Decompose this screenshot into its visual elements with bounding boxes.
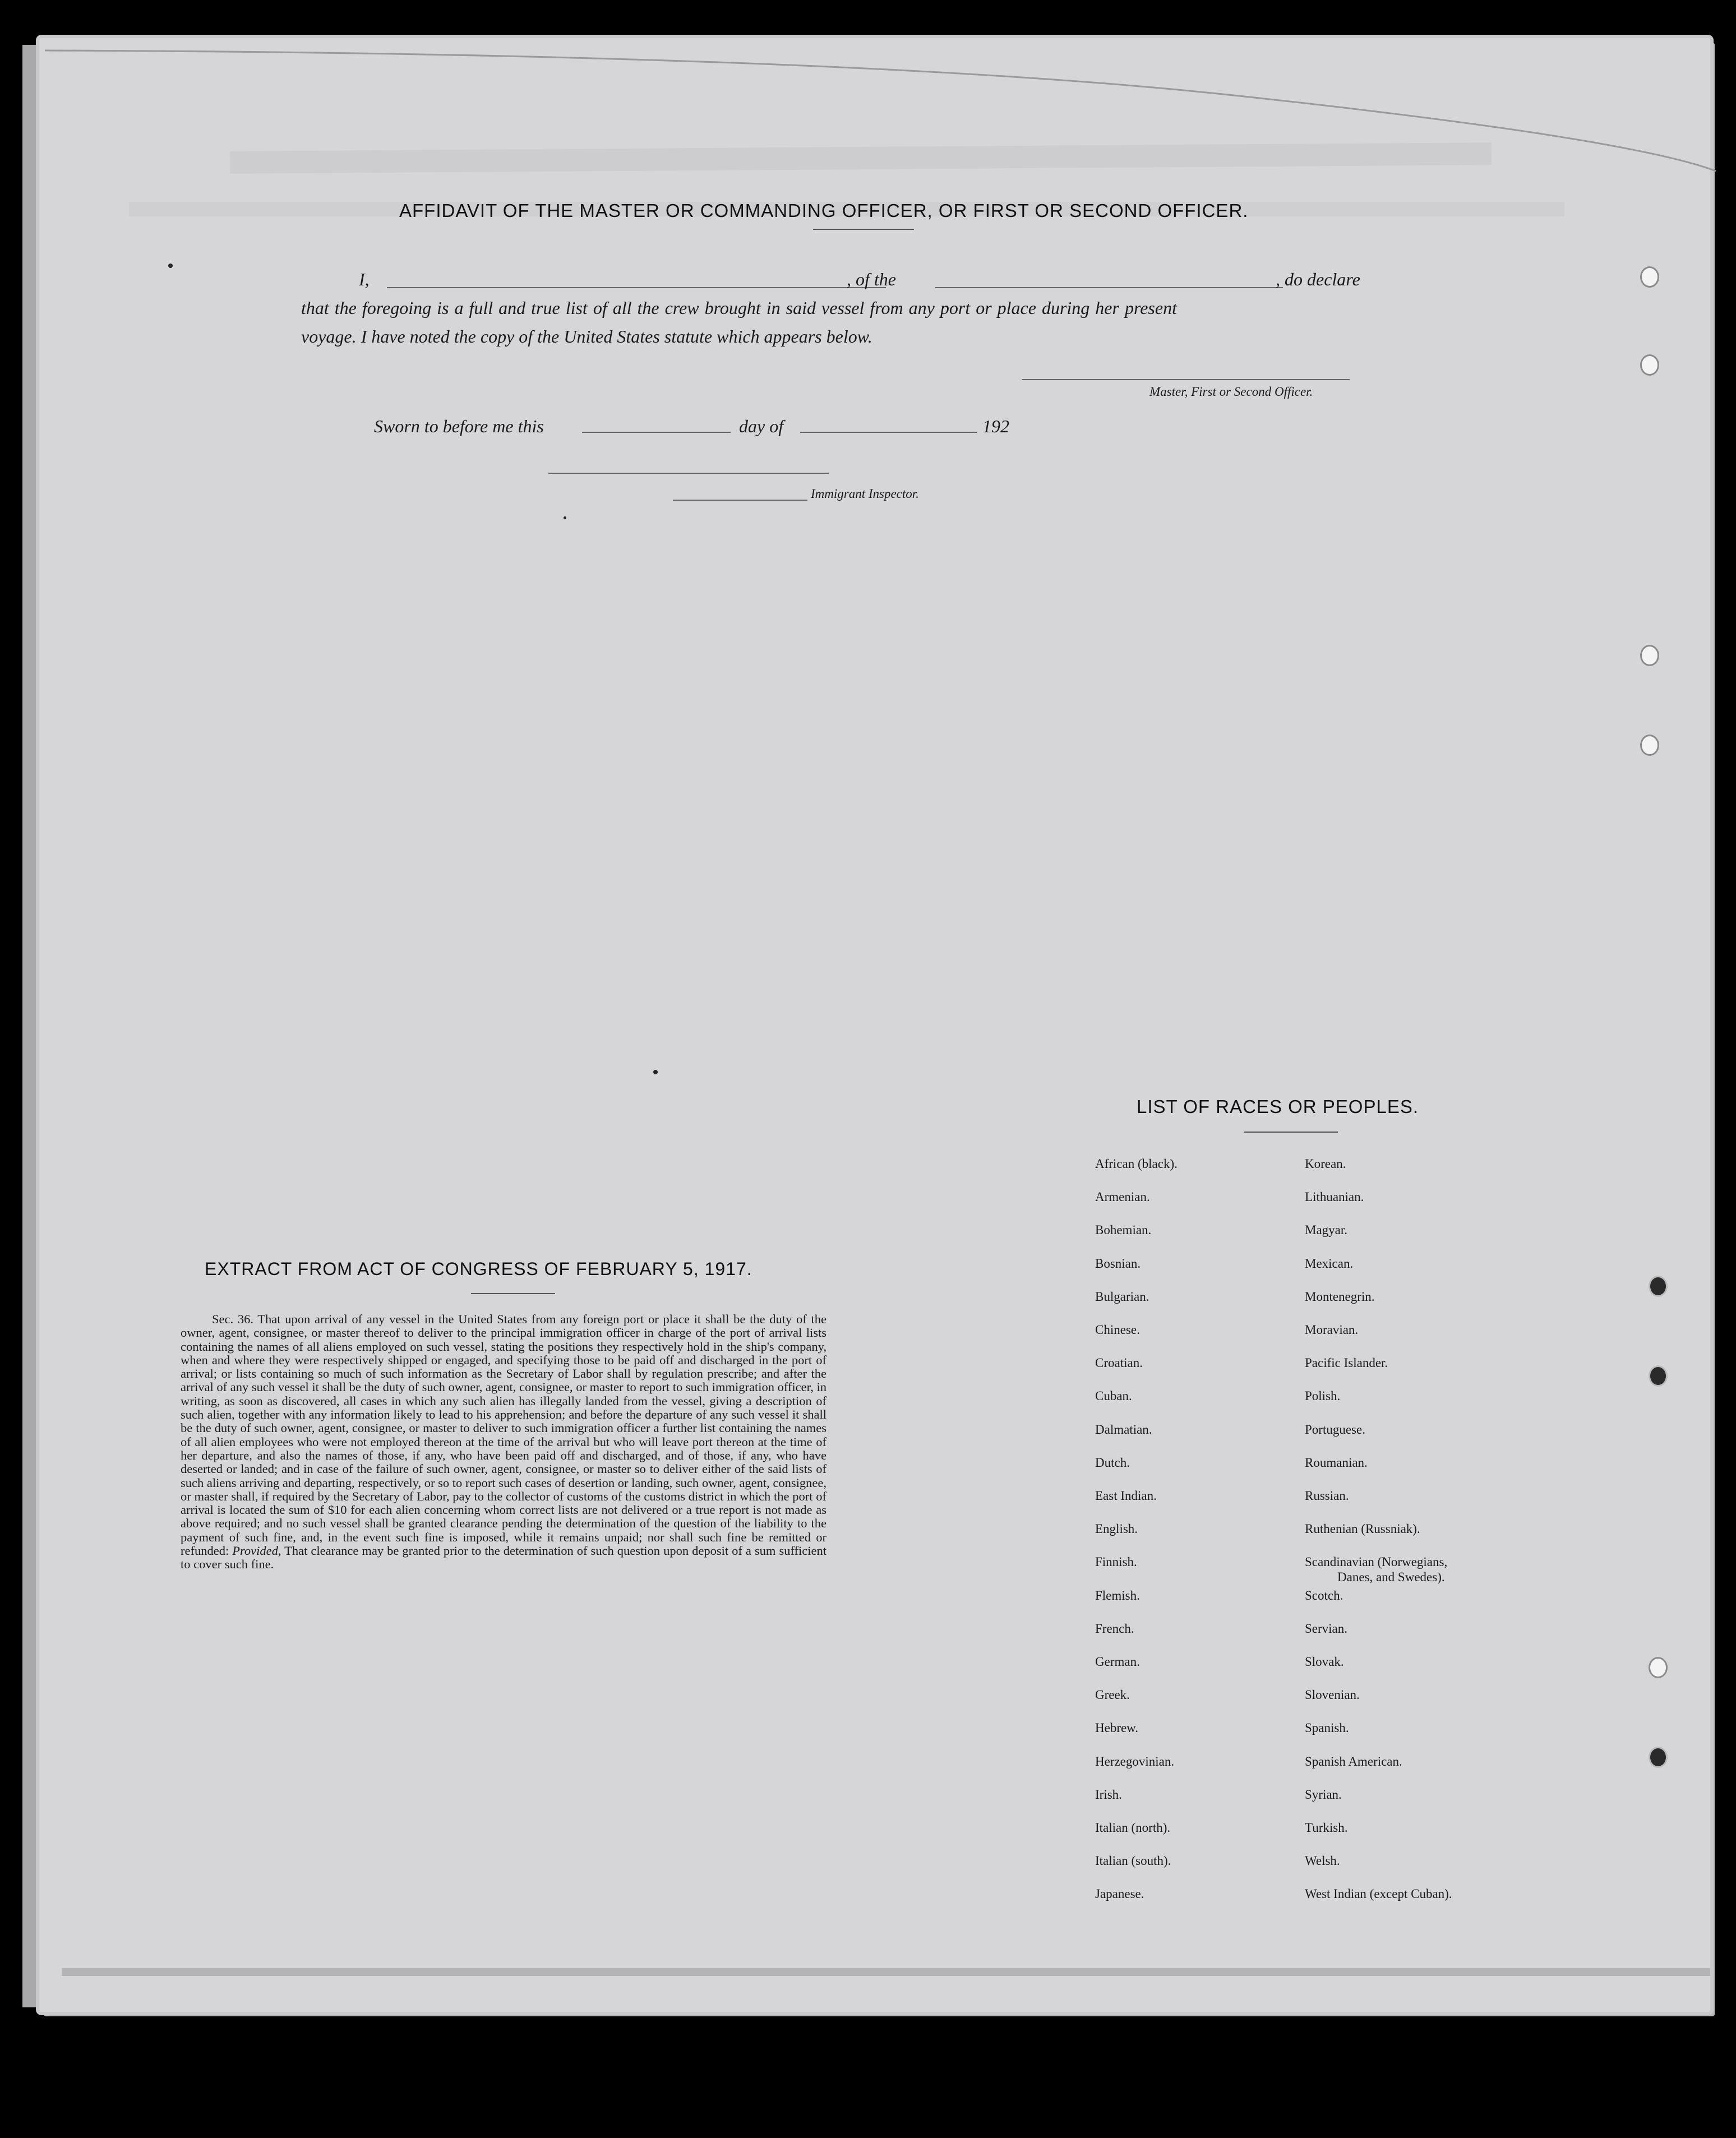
race-item: Bulgarian. [1095, 1289, 1149, 1304]
ink-speck [168, 264, 173, 268]
race-item: Portuguese. [1305, 1422, 1365, 1437]
race-item: Hebrew. [1095, 1721, 1139, 1735]
race-item: Finnish. [1095, 1555, 1137, 1569]
underlying-page-edge [22, 45, 37, 2007]
race-item: French. [1095, 1621, 1134, 1636]
master-signature-field[interactable] [1022, 379, 1350, 380]
race-item: Mexican. [1305, 1256, 1354, 1271]
race-item: Herzegovinian. [1095, 1754, 1175, 1768]
race-item: Japanese. [1095, 1887, 1144, 1901]
race-item: Italian (north). [1095, 1821, 1171, 1835]
races-title-rule [1244, 1132, 1338, 1133]
extract-title: EXTRACT FROM ACT OF CONGRESS OF FEBRUARY 5, 1917. [205, 1259, 752, 1279]
affidavit-of-the: , of the [847, 269, 896, 289]
race-item: African (black). [1095, 1157, 1178, 1171]
sworn-day-field[interactable] [582, 432, 731, 433]
binder-hole [1649, 1276, 1668, 1297]
race-item: Welsh. [1305, 1854, 1340, 1868]
race-item: Italian (south). [1095, 1854, 1171, 1868]
race-item: Pacific Islander. [1305, 1356, 1388, 1370]
binder-hole [1640, 645, 1659, 666]
statute-body: That upon arrival of any vessel in the United States from any foreign port or place it shall be the duty of the owner, agent, consignee, or master thereof to deliver to the principal immigration officer in charge of the port of arrival lists containing the names of all aliens employed on such vessel, stating the positions they respectively hold in the ship's company, when and where they were respectively shipped or engaged, and specifying those to be paid off and discharged in the port of arrival; or lists containing so much of such information as the Secretary of Labor shall by regulation prescribe; and after the arrival of any such vessel it shall be the duty of such owner, agent, consignee, or master to report to such immigration officer, in writing, as soon as discovered, all cases in which any such alien has illegally landed from the vessel, giving a description of such alien, together with any information likely to lead to his apprehension; and before the departure of any such vessel it shall be the duty of such owner, agent, consignee, or master to deliver to such immigration officer a further list containing the names of all alien employees who were not employed thereon at the time of the arrival but who will leave port thereon at the time of her departure, and also the names of those, if any, who have been paid off and discharged, and of those, if any, who have deserted or landed; and in case of the failure of such owner, agent, consignee, or master so to deliver either of the said lists of such aliens arriving and departing, respectively, or so to report such cases of desertion or landing, such owner, agent, consignee, or master shall, if required by the Secretary of Labor, pay to the collector of customs of the customs district in which the port of arrival is located the sum of $10 for each alien concerning whom correct lists are not delivered or a true report is not made as above required; and no such vessel shall be granted clearance pending the determination of the question of the liability to the payment of such fine, and, in the event such fine is imposed, while it remains unpaid; nor shall such fine be remitted or refunded: [181, 1312, 827, 1558]
extract-title-rule [471, 1293, 555, 1294]
race-item: German. [1095, 1655, 1140, 1669]
race-item: Korean. [1305, 1157, 1346, 1171]
binder-hole [1649, 1365, 1668, 1387]
binder-hole [1649, 1657, 1668, 1678]
binder-hole [1640, 266, 1659, 288]
ink-speck [653, 1070, 658, 1074]
race-item: Polish. [1305, 1389, 1341, 1403]
declarant-name-field[interactable] [387, 287, 886, 288]
races-title: LIST OF RACES OR PEOPLES. [1137, 1096, 1419, 1117]
master-signature-label: Master, First or Second Officer. [1149, 385, 1313, 399]
race-item: Croatian. [1095, 1356, 1143, 1370]
affidavit-i: I, [359, 269, 370, 289]
race-item: Magyar. [1305, 1223, 1348, 1237]
race-item: Syrian. [1305, 1787, 1342, 1802]
sworn-text: Sworn to before me this [374, 416, 544, 436]
affidavit-line-2: that the foregoing is a full and true list of all the crew brought in said vessel from any port or place during her present [301, 298, 1177, 318]
statute-tail: That clearance may be granted prior to the determination of such question upon deposit of a sum sufficient to cover such fine. [181, 1544, 827, 1572]
binder-hole [1640, 735, 1659, 756]
vessel-name-field[interactable] [935, 287, 1283, 288]
race-item: Bosnian. [1095, 1256, 1141, 1271]
sworn-month-field[interactable] [800, 432, 977, 433]
race-item: Armenian. [1095, 1190, 1150, 1204]
day-of-text: day of [739, 416, 784, 436]
ink-speck [564, 516, 566, 519]
section-number: Sec. 36. [212, 1312, 253, 1326]
race-item: Dalmatian. [1095, 1422, 1152, 1437]
race-item: Dutch. [1095, 1455, 1130, 1470]
affidavit-title-rule [813, 229, 914, 230]
race-item: Lithuanian. [1305, 1190, 1364, 1204]
race-item: Scandinavian (Norwegians, [1305, 1555, 1448, 1569]
race-item-continuation: Danes, and Swedes). [1337, 1570, 1445, 1585]
race-item: Spanish American. [1305, 1754, 1402, 1768]
race-item: Ruthenian (Russniak). [1305, 1522, 1420, 1536]
inspector-label: Immigrant Inspector. [811, 487, 919, 501]
race-item: Turkish. [1305, 1821, 1348, 1835]
binder-hole [1649, 1747, 1668, 1768]
affidavit-title: AFFIDAVIT OF THE MASTER OR COMMANDING OFFICER, OR FIRST OR SECOND OFFICER. [399, 200, 1249, 221]
race-item: Moravian. [1305, 1323, 1359, 1337]
year-prefix: 192 [982, 416, 1009, 436]
race-item: Scotch. [1305, 1588, 1343, 1603]
binder-hole [1640, 354, 1659, 376]
statute-provided: Provided, [232, 1544, 281, 1558]
race-item: East Indian. [1095, 1489, 1157, 1503]
race-item: Montenegrin. [1305, 1289, 1375, 1304]
page-bottom-edge [62, 1968, 1710, 1976]
race-item: Slovenian. [1305, 1688, 1360, 1702]
statute-text [181, 1313, 827, 1572]
race-item: Russian. [1305, 1489, 1349, 1503]
inspector-signature-field[interactable] [673, 500, 807, 501]
affidavit-declare: , do declare [1276, 269, 1360, 289]
race-item: Bohemian. [1095, 1223, 1152, 1237]
race-item: West Indian (except Cuban). [1305, 1887, 1452, 1901]
race-item: Greek. [1095, 1688, 1130, 1702]
document-page [39, 38, 1710, 2012]
affidavit-line-3: voyage. I have noted the copy of the United States statute which appears below. [301, 326, 872, 347]
page-fold-crease [0, 0, 1736, 185]
race-item: Servian. [1305, 1621, 1348, 1636]
race-item: Irish. [1095, 1787, 1122, 1802]
inspector-signature-field-upper[interactable] [548, 473, 829, 474]
race-item: Spanish. [1305, 1721, 1349, 1735]
race-item: Cuban. [1095, 1389, 1132, 1403]
race-item: Chinese. [1095, 1323, 1140, 1337]
race-item: Flemish. [1095, 1588, 1140, 1603]
race-item: Slovak. [1305, 1655, 1344, 1669]
race-item: English. [1095, 1522, 1138, 1536]
race-item: Roumanian. [1305, 1455, 1368, 1470]
